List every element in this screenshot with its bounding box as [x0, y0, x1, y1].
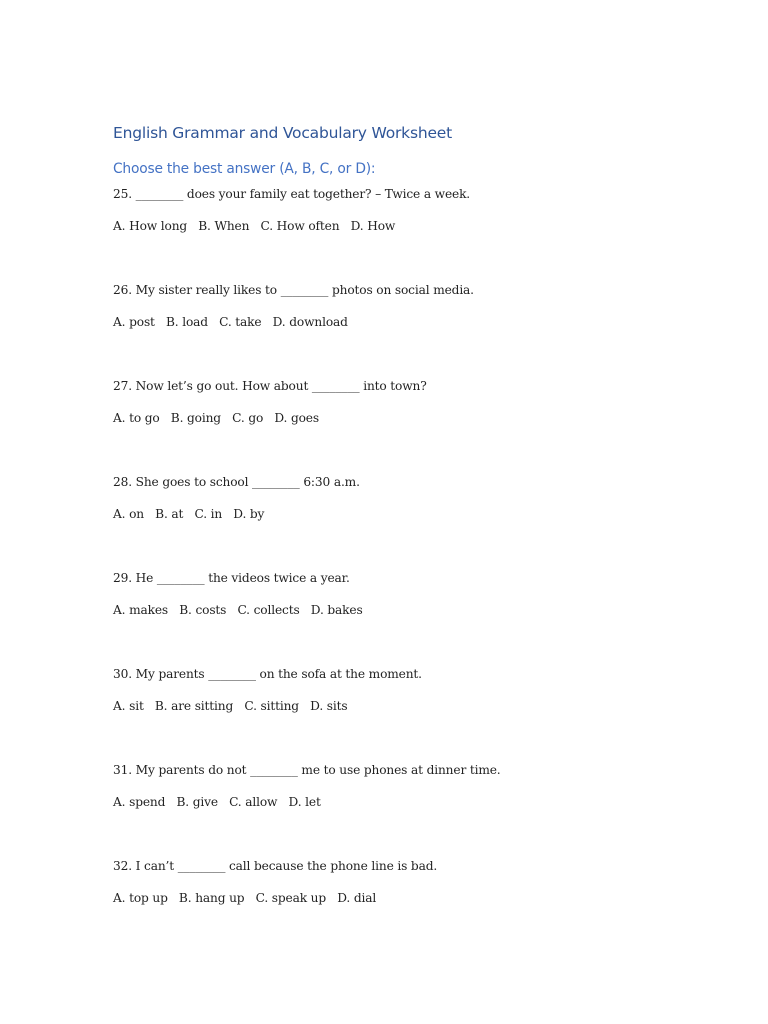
question-28: [113, 473, 733, 569]
question-options: A. post B. load C. take D. download: [113, 315, 348, 329]
question-27: [113, 377, 733, 473]
question-32: [113, 857, 733, 953]
question-text: 26. My sister really likes to ________ photos on social media.: [113, 283, 474, 297]
question-options: A. on B. at C. in D. by: [113, 507, 265, 521]
question-options: A. spend B. give C. allow D. let: [113, 795, 321, 809]
question-text: 28. She goes to school ________ 6:30 a.m.: [113, 475, 360, 489]
question-text: 27. Now let’s go out. How about ________ into town?: [113, 379, 427, 393]
question-options: A. How long B. When C. How often D. How: [113, 219, 396, 233]
question-30: [113, 665, 733, 761]
question-list: [113, 185, 733, 953]
question-options: A. sit B. are sitting C. sitting D. sits: [113, 699, 348, 713]
worksheet-instruction: Choose the best answer (A, B, C, or D):: [113, 161, 376, 177]
worksheet-title: English Grammar and Vocabulary Worksheet: [113, 124, 453, 142]
question-25: [113, 185, 733, 281]
question-options: A. to go B. going C. go D. goes: [113, 411, 319, 425]
question-options: A. top up B. hang up C. speak up D. dial: [113, 891, 377, 905]
question-text: 31. My parents do not ________ me to use phones at dinner time.: [113, 763, 501, 777]
question-text: 29. He ________ the videos twice a year.: [113, 571, 350, 585]
question-26: [113, 281, 733, 377]
question-text: 25. ________ does your family eat together? – Twice a week.: [113, 187, 471, 201]
question-31: [113, 761, 733, 857]
question-options: A. makes B. costs C. collects D. bakes: [113, 603, 363, 617]
question-text: 32. I can’t ________ call because the phone line is bad.: [113, 859, 438, 873]
question-29: [113, 569, 733, 665]
question-text: 30. My parents ________ on the sofa at the moment.: [113, 667, 422, 681]
